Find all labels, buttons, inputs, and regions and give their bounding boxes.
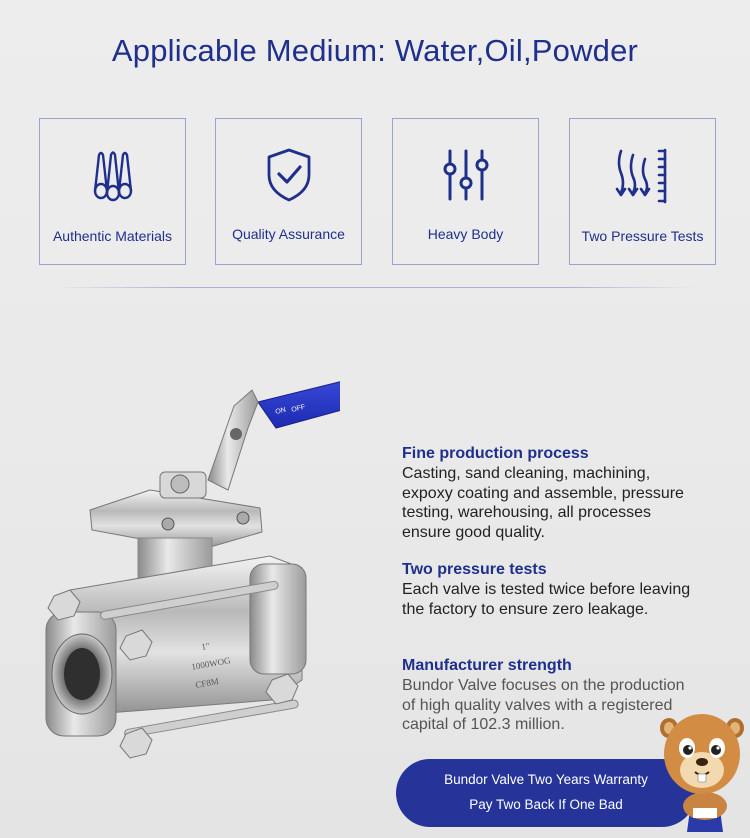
feature-card-authentic-materials bbox=[39, 118, 186, 265]
pipes-icon bbox=[89, 147, 137, 208]
feature-label-quality-assurance: Quality Assurance bbox=[232, 226, 345, 242]
info-title-pressure-tests: Two pressure tests bbox=[402, 561, 547, 578]
feature-card-heavy-body bbox=[392, 118, 539, 265]
section-divider bbox=[55, 287, 695, 288]
body-mark-pressure: 1000WOG bbox=[190, 655, 232, 672]
feature-card-quality-assurance bbox=[215, 118, 362, 265]
info-body-manufacturer: Bundor Valve focuses on the production of high quality valves with a registered capital of 102.3 million. bbox=[402, 677, 685, 733]
info-title-manufacturer: Manufacturer strength bbox=[402, 657, 572, 674]
handle-mark-off: OFF bbox=[290, 403, 307, 414]
warranty-line-1: Bundor Valve Two Years Warranty bbox=[444, 772, 648, 787]
body-mark-size: 1" bbox=[200, 640, 211, 652]
feature-label-two-pressure-tests: Two Pressure Tests bbox=[581, 228, 704, 244]
sliders-icon bbox=[440, 147, 492, 208]
info-title-production: Fine production process bbox=[402, 445, 589, 462]
body-mark-material: CF8M bbox=[194, 676, 220, 690]
page-headline: Applicable Medium: Water,Oil,Powder bbox=[111, 33, 639, 68]
feature-label-authentic-materials: Authentic Materials bbox=[52, 228, 173, 244]
warranty-banner bbox=[396, 759, 696, 827]
ball-valve-image bbox=[40, 350, 340, 775]
info-body-pressure-tests: Each valve is tested twice before leaving the factory to ensure zero leakage. bbox=[402, 581, 691, 618]
feature-card-two-pressure-tests bbox=[569, 118, 716, 265]
shield-check-icon bbox=[263, 147, 315, 208]
beaver-mascot-image bbox=[657, 706, 747, 838]
handle-mark-on: ON bbox=[274, 406, 287, 416]
feature-label-heavy-body: Heavy Body bbox=[427, 226, 504, 242]
warranty-line-2: Pay Two Back If One Bad bbox=[469, 797, 623, 812]
info-body-production: Casting, sand cleaning, machining, expoxy coating and assemble, pressure testing, warehousing, all processes ensure good quality. bbox=[402, 465, 684, 541]
pressure-gauge-icon bbox=[613, 147, 673, 210]
